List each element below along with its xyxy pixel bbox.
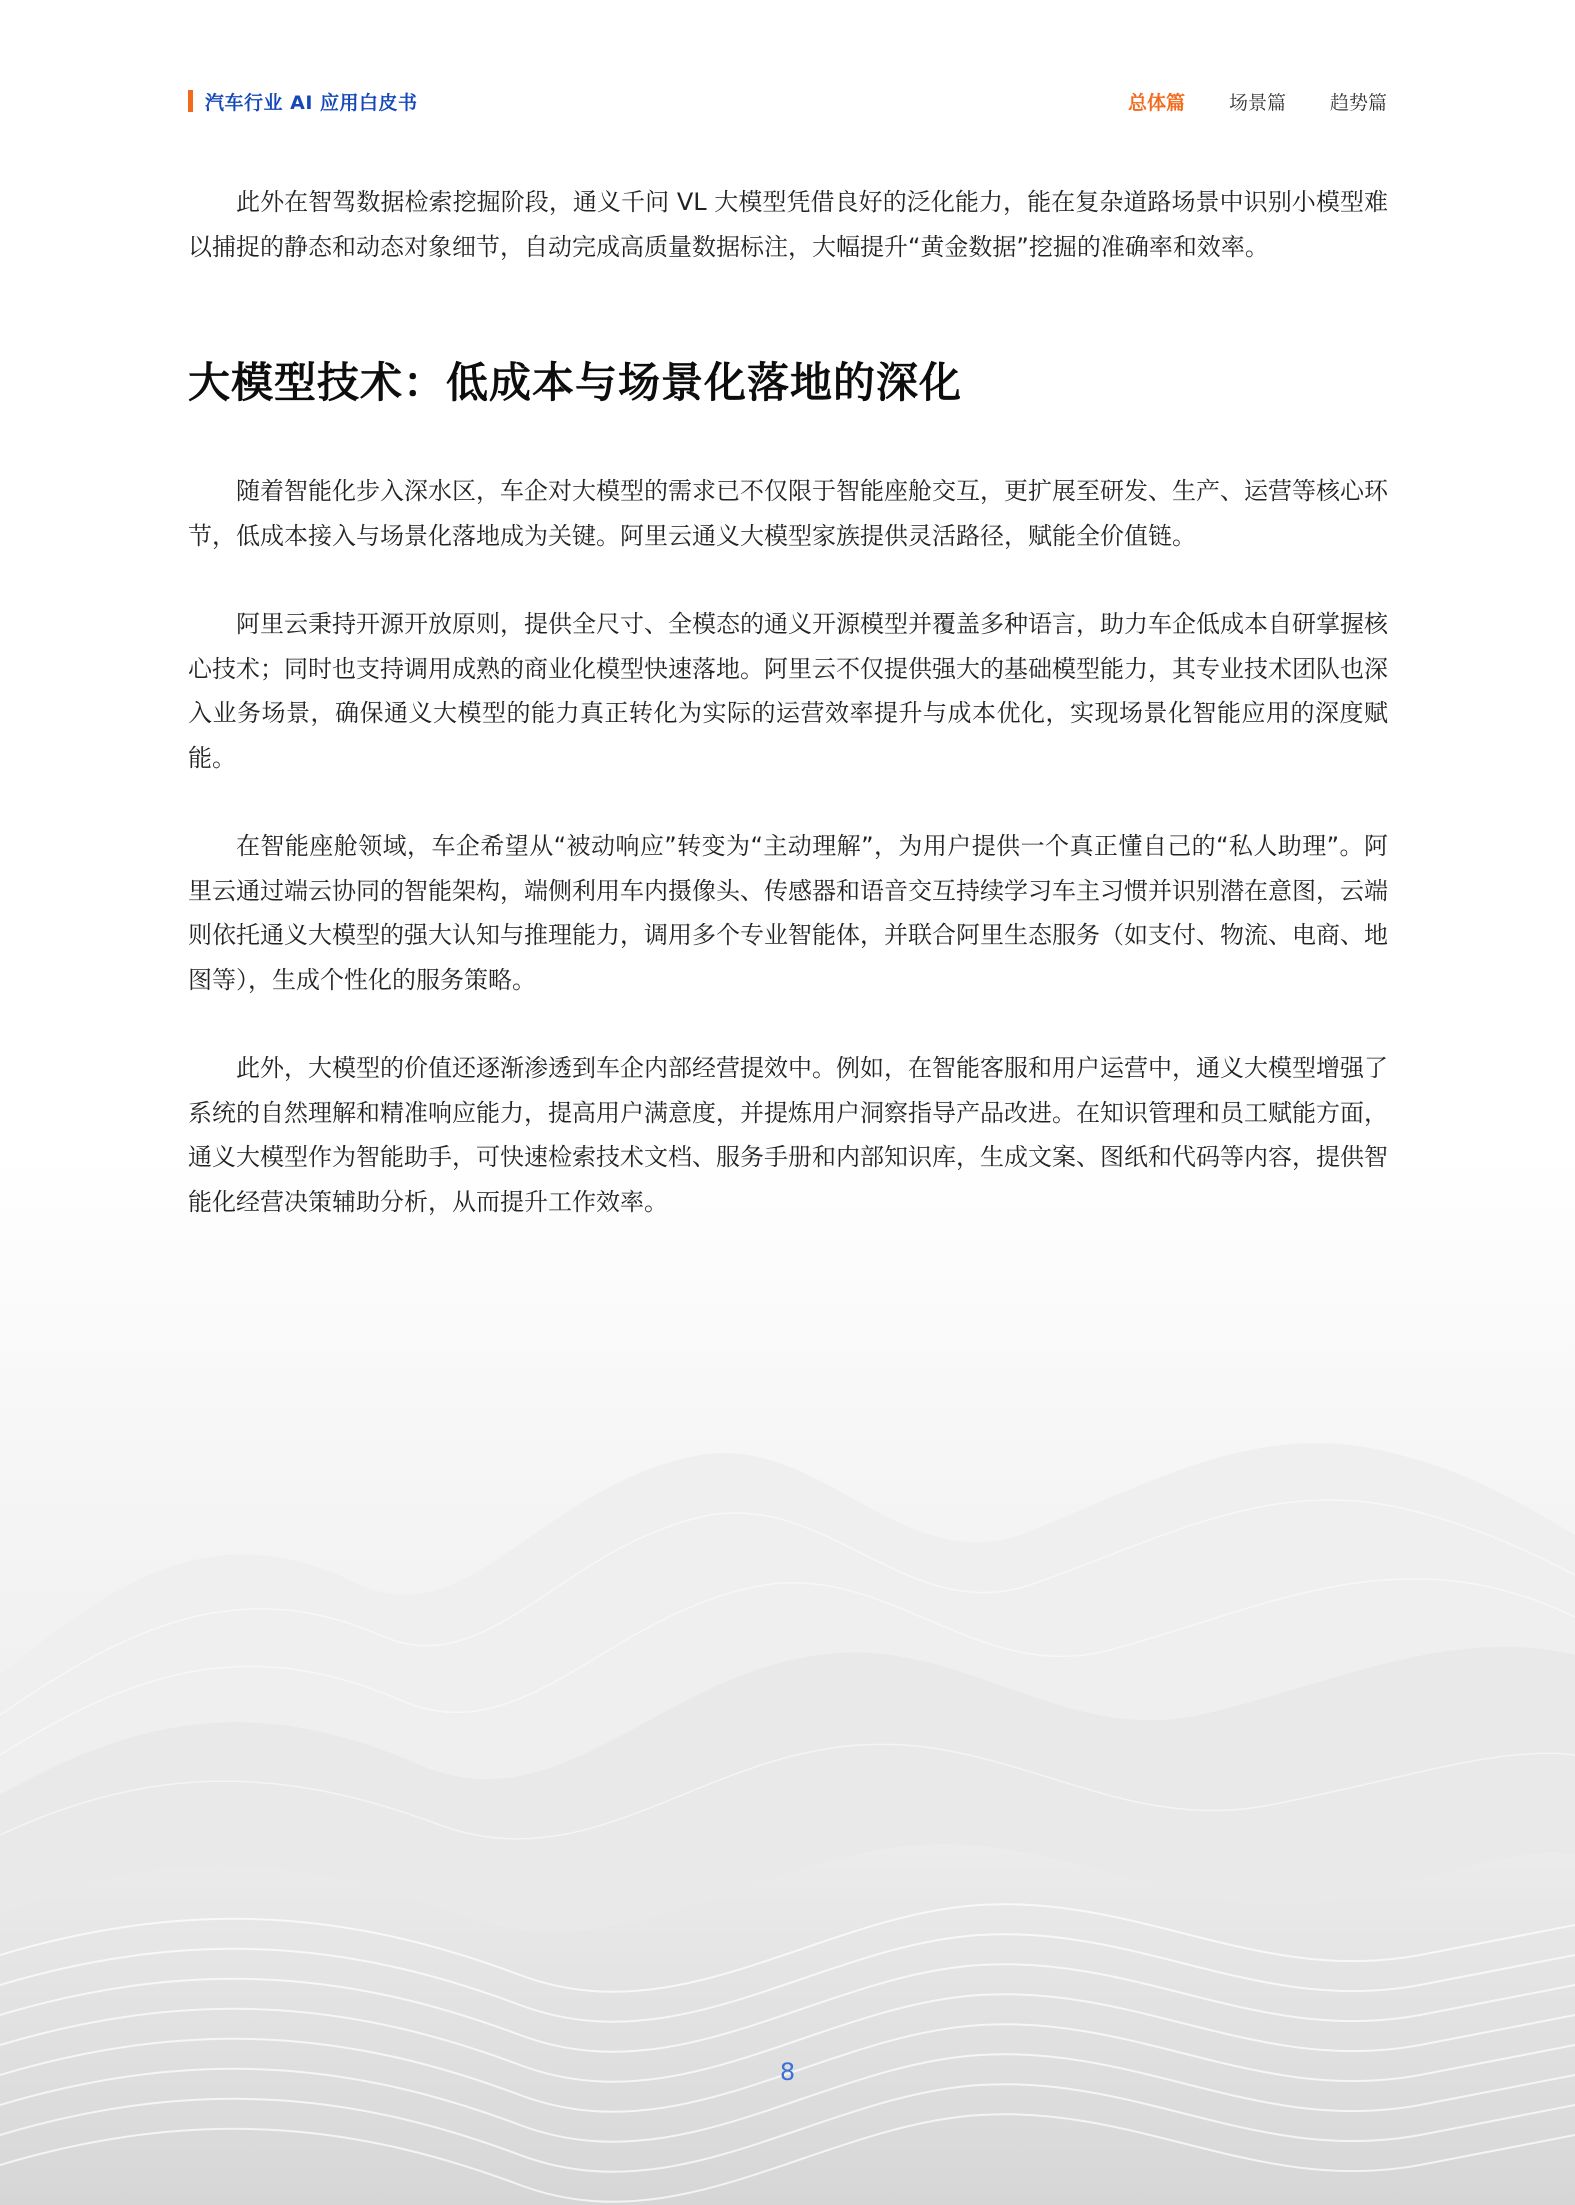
page-content (188, 180, 1388, 1224)
document-brand (188, 86, 418, 116)
section-nav (1084, 86, 1387, 116)
body-paragraph: 随着智能化步入深水区，车企对大模型的需求已不仅限于智能座舱交互，更扩展至研发、生产、运营等核心环节，低成本接入与场景化落地成为关键。阿里云通义大模型家族提供灵活路径，赋能全价值链。 (188, 477, 1388, 550)
brand-accent-bar (188, 90, 193, 112)
wave-background (0, 1155, 1575, 2205)
document-title: 汽车行业 AI 应用白皮书 (205, 91, 418, 114)
page-header (188, 86, 1387, 116)
section-heading: 大模型技术：低成本与场景化落地的深化 (188, 358, 963, 407)
nav-item-scenarios[interactable]: 场景篇 (1228, 91, 1286, 114)
nav-item-overview[interactable]: 总体篇 (1127, 91, 1185, 114)
nav-item-trends[interactable]: 趋势篇 (1329, 91, 1387, 114)
body-paragraph: 阿里云秉持开源开放原则，提供全尺寸、全模态的通义开源模型并覆盖多种语言，助力车企低成本自研掌握核心技术；同时也支持调用成熟的商业化模型快速落地。阿里云不仅提供强大的基础模型能力，其专业技术团队也深入业务场景，确保通义大模型的能力真正转化为实际的运营效率提升与成本优化，实现场景化智能应用的深度赋能。 (188, 610, 1388, 772)
body-paragraph: 在智能座舱领域，车企希望从“被动响应”转变为“主动理解”，为用户提供一个真正懂自己的“私人助理”。阿里云通过端云协同的智能架构，端侧利用车内摄像头、传感器和语音交互持续学习车主习惯并识别潜在意图，云端则依托通义大模型的强大认知与推理能力，调用多个专业智能体，并联合阿里生态服务（如支付、物流、电商、地图等），生成个性化的服务策略。 (188, 832, 1388, 994)
body-paragraph: 此外，大模型的价值还逐渐渗透到车企内部经营提效中。例如，在智能客服和用户运营中，通义大模型增强了系统的自然理解和精准响应能力，提高用户满意度，并提炼用户洞察指导产品改进。在知识管理和员工赋能方面，通义大模型作为智能助手，可快速检索技术文档、服务手册和内部知识库，生成文案、图纸和代码等内容，提供智能化经营决策辅助分析，从而提升工作效率。 (188, 1054, 1388, 1216)
intro-paragraph: 此外在智驾数据检索挖掘阶段，通义千问 VL 大模型凭借良好的泛化能力，能在复杂道路场景中识别小模型难以捕捉的静态和动态对象细节，自动完成高质量数据标注，大幅提升“黄金数据”挖掘的准确率和效率。 (188, 188, 1388, 261)
page-number: 8 (779, 2058, 796, 2086)
